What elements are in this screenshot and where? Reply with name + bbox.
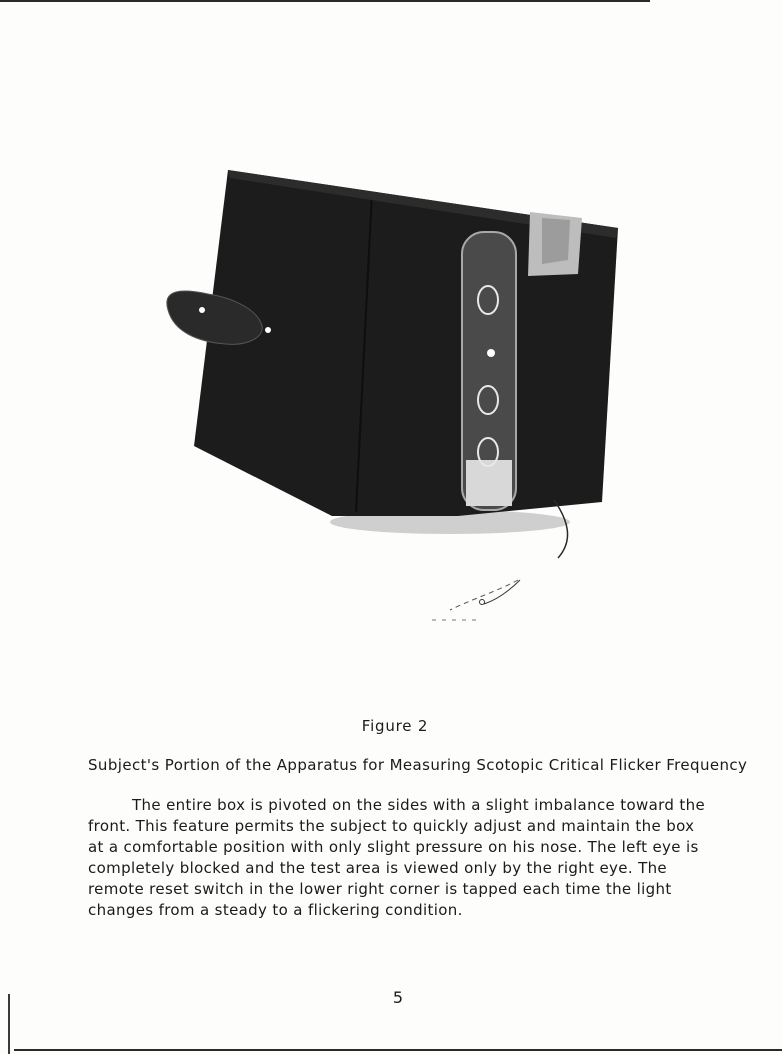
panel-dot xyxy=(487,349,495,357)
scan-border-left xyxy=(8,994,10,1054)
scan-border-bottom xyxy=(14,1049,782,1051)
tape-patch-shade xyxy=(542,218,570,264)
nose-piece-bolt xyxy=(265,327,271,333)
body-paragraph: The entire box is pivoted on the sides with a slight imbalance toward the front. This feature permits the subject to quickly adjust and maintain the box at a comfortable position with only slight pressure on his nose. The left eye is completely blocked and the test area is viewed only by the right eye. The remote reset switch in the lower right corner is tapped each time the light changes from a steady to a flickering condition. xyxy=(88,796,706,919)
reset-switch-lead xyxy=(484,580,520,604)
scan-border-top xyxy=(0,0,650,2)
nose-piece-screw xyxy=(199,307,205,313)
reset-switch xyxy=(480,600,485,605)
figure-label: Figure 2 xyxy=(361,717,429,735)
apparatus-photo xyxy=(150,160,630,630)
page-number: 5 xyxy=(392,988,404,1007)
cord-trace xyxy=(450,580,518,610)
switch-cord xyxy=(554,500,568,558)
figure-title: Subject's Portion of the Apparatus for Measuring Scotopic Critical Flicker Frequency xyxy=(88,756,748,774)
